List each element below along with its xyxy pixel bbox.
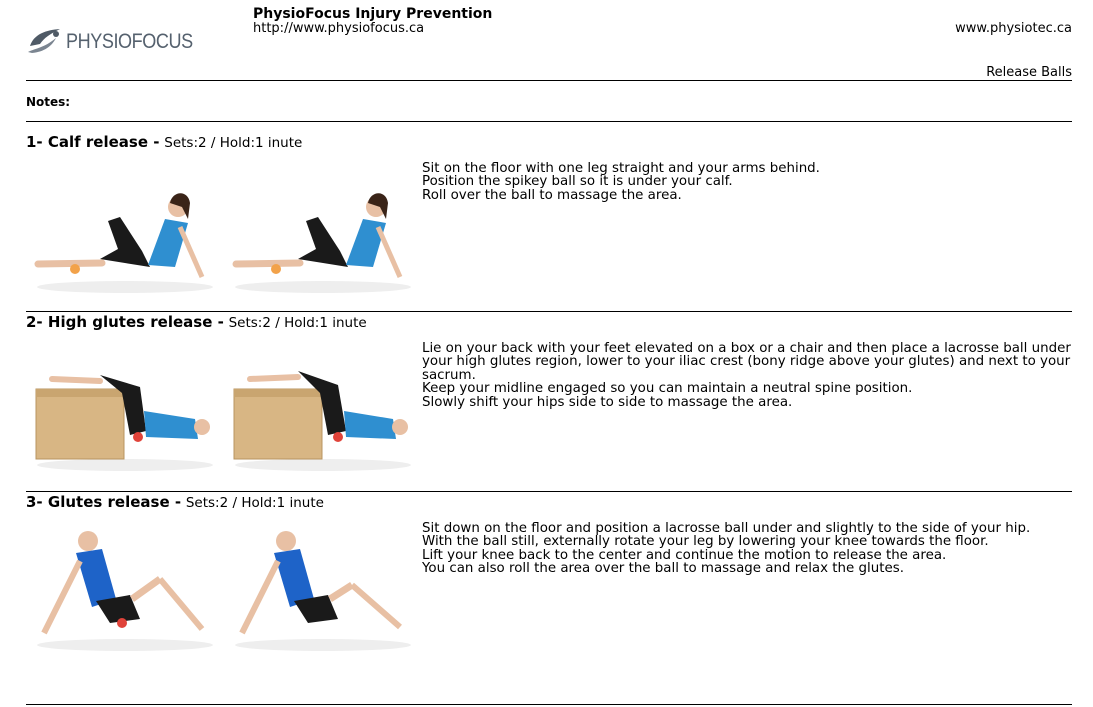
exercise-1 bbox=[0, 133, 1093, 313]
glutes-release-photo-end bbox=[228, 519, 413, 654]
website-text: www.physiotec.ca bbox=[955, 21, 1072, 36]
description-line: Roll over the ball to massage the area. bbox=[422, 187, 682, 203]
header-divider bbox=[26, 80, 1072, 81]
notes-divider bbox=[26, 121, 1072, 122]
notes-label: Notes: bbox=[26, 95, 71, 109]
program-name: Release Balls bbox=[986, 65, 1072, 80]
exercise-heading bbox=[26, 313, 367, 331]
description-line: Lift your knee back to the center and continue the motion to release the area. bbox=[422, 547, 947, 563]
physiofocus-logo bbox=[26, 26, 193, 54]
exercise-heading bbox=[26, 133, 302, 151]
description-line: Sit down on the floor and position a lacrosse ball under and slightly to the side of your hip. bbox=[422, 521, 1031, 536]
calf-release-photo-start bbox=[30, 159, 215, 294]
exercise-description bbox=[422, 522, 1072, 576]
high-glutes-photo-end bbox=[228, 339, 413, 474]
logo-swoosh-icon bbox=[26, 26, 66, 54]
description-line: Sit on the floor with one leg straight and your arms behind. bbox=[422, 161, 820, 176]
exercise-description bbox=[422, 162, 1072, 202]
description-line: Slowly shift your hips side to side to massage the area. bbox=[422, 394, 793, 410]
exercise-2 bbox=[0, 313, 1093, 493]
exercise-title: 2- High glutes release - bbox=[26, 313, 224, 331]
exercise-sets: Sets:2 / Hold:1 inute bbox=[185, 495, 324, 511]
exercise-divider bbox=[26, 491, 1072, 492]
description-line: With the ball still, externally rotate your leg by lowering your knee towards the floor. bbox=[422, 534, 989, 550]
high-glutes-photo-start bbox=[30, 339, 215, 474]
description-line: Lie on your back with your feet elevated on a box or a chair and then place a lacrosse ball under bbox=[422, 341, 1071, 356]
description-line: sacrum. bbox=[422, 367, 476, 383]
exercise-description bbox=[422, 342, 1072, 409]
description-line: You can also roll the area over the ball to massage and relax the glutes. bbox=[422, 561, 904, 577]
exercise-title: 3- Glutes release - bbox=[26, 493, 182, 511]
exercise-sets: Sets:2 / Hold:1 inute bbox=[164, 135, 303, 151]
footer-divider bbox=[26, 704, 1072, 705]
exercise-heading bbox=[26, 493, 324, 511]
glutes-release-photo-start bbox=[30, 519, 215, 654]
logo-text: PHYSIOFOCUS bbox=[66, 30, 193, 53]
description-line: your high glutes region, lower to your iliac crest (bony ridge above your glutes) and next to your bbox=[422, 354, 1071, 370]
document-title: PhysioFocus Injury Prevention bbox=[253, 6, 493, 22]
calf-release-photo-end bbox=[228, 159, 413, 294]
exercise-divider bbox=[26, 311, 1072, 312]
description-line: Position the spikey ball so it is under your calf. bbox=[422, 174, 733, 190]
clinic-url: http://www.physiofocus.ca bbox=[253, 21, 425, 36]
exercise-3 bbox=[0, 493, 1093, 673]
description-line: Keep your midline engaged so you can maintain a neutral spine position. bbox=[422, 381, 913, 397]
exercise-title: 1- Calf release - bbox=[26, 133, 160, 151]
exercise-sets: Sets:2 / Hold:1 inute bbox=[228, 315, 367, 331]
